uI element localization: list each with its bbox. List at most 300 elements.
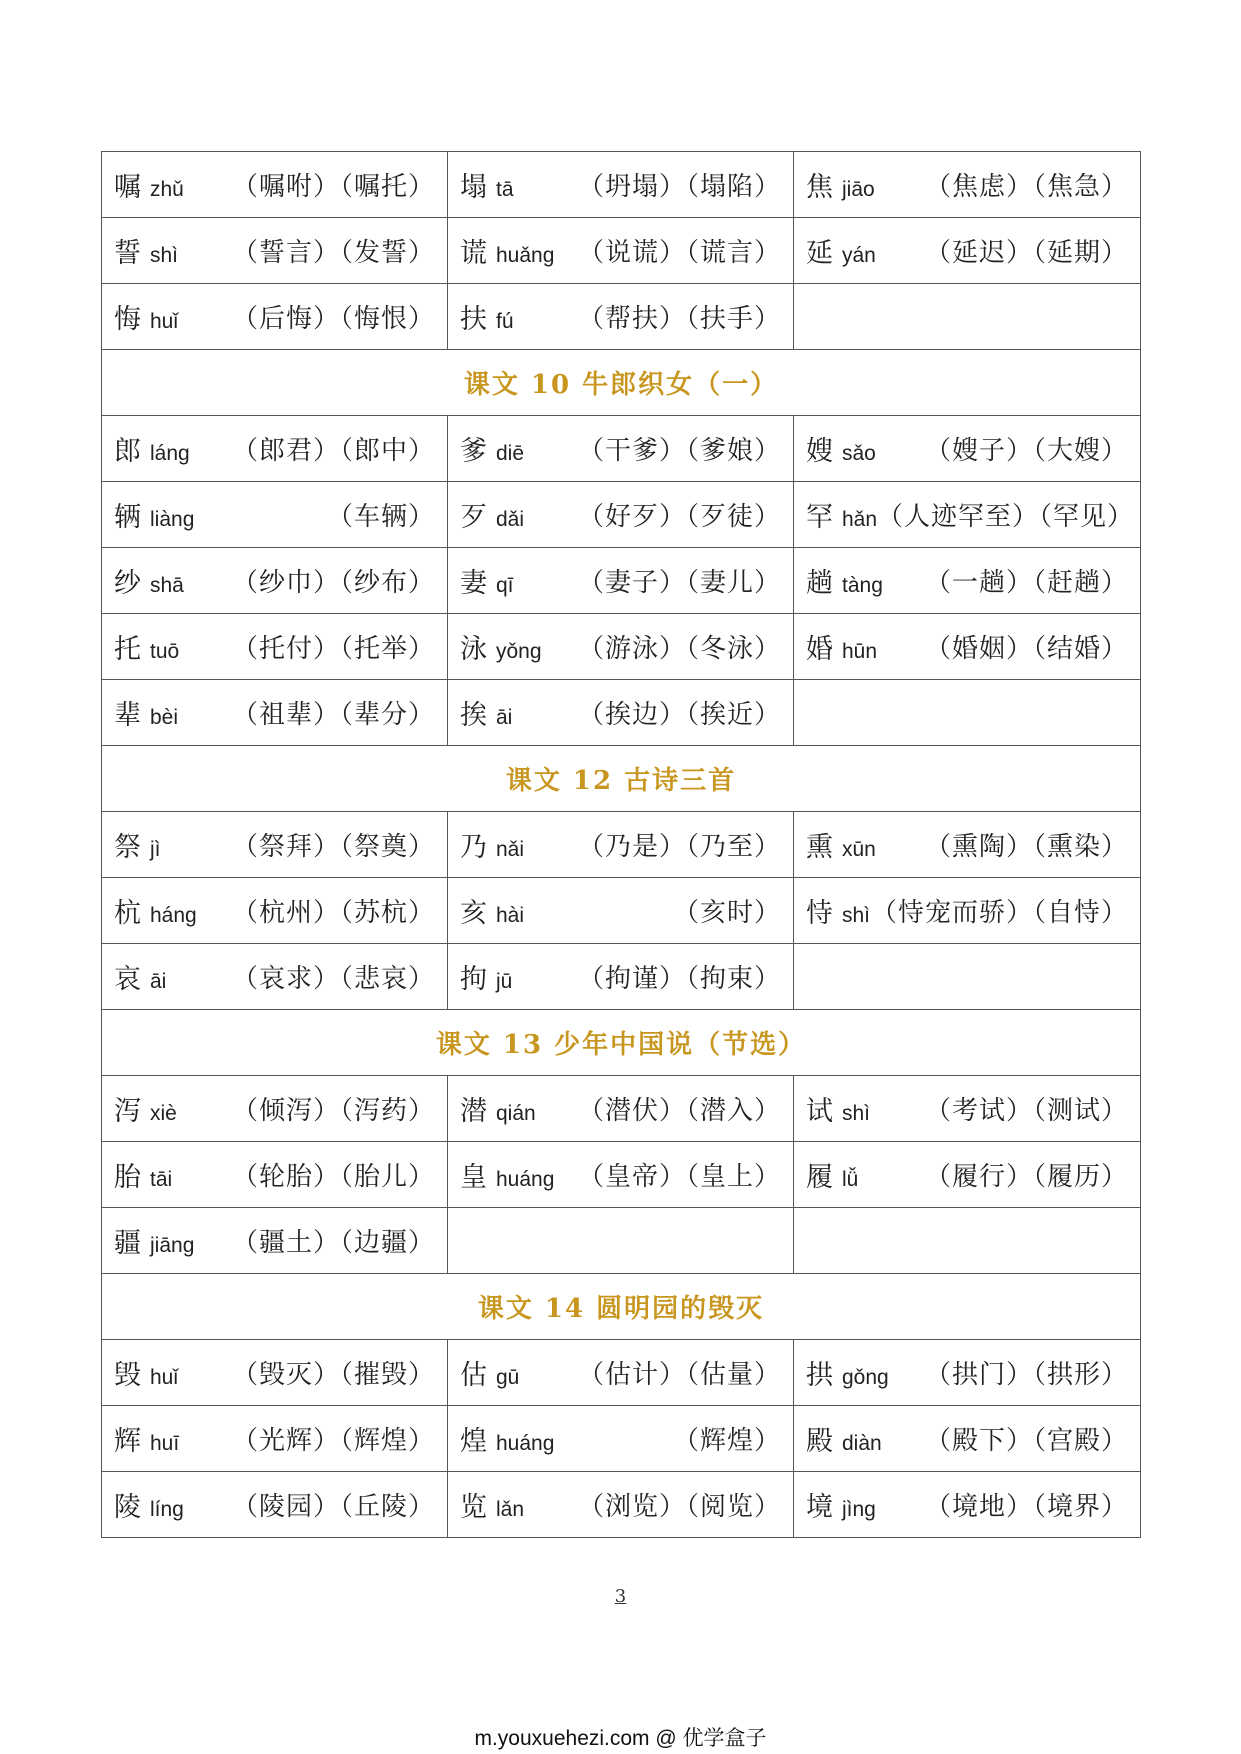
vocab-entry <box>114 495 435 534</box>
vocab-pinyin: yǒng <box>496 640 542 663</box>
vocab-pinyin: sǎo <box>842 442 876 465</box>
vocab-pinyin: qī <box>496 574 514 597</box>
vocab-character: 歹 <box>460 502 487 533</box>
vocab-words: （陵园）（丘陵） <box>231 1492 435 1522</box>
lesson-heading-row <box>102 1010 1141 1076</box>
vocab-pinyin: huǐ <box>150 1366 179 1389</box>
vocab-entry <box>806 429 1128 468</box>
vocab-character: 辈 <box>114 700 141 731</box>
vocab-words: （人迹罕至）（罕见） <box>877 502 1135 532</box>
vocab-entry <box>114 1089 435 1128</box>
char-group <box>114 1485 184 1524</box>
char-group <box>114 1155 172 1194</box>
char-group <box>460 1485 524 1524</box>
vocab-character: 乃 <box>460 832 487 863</box>
vocab-character: 誓 <box>114 238 141 269</box>
vocab-words: （一趟）（赶趟） <box>924 568 1128 598</box>
vocab-character: 胎 <box>114 1162 141 1193</box>
vocab-words: （哀求）（悲哀） <box>231 964 435 994</box>
vocab-entry <box>806 495 1135 534</box>
char-group <box>114 1221 194 1260</box>
vocab-entry <box>806 891 1128 930</box>
vocab-entry <box>460 165 781 204</box>
vocab-cell <box>102 1208 448 1274</box>
vocab-words: （殿下）（宫殿） <box>924 1426 1128 1456</box>
vocab-pinyin: hài <box>496 904 525 927</box>
vocab-words: （托付）（托举） <box>231 634 435 664</box>
char-group <box>114 825 161 864</box>
vocab-cell <box>794 218 1141 284</box>
vocab-entry <box>460 957 781 996</box>
vocab-row <box>102 1340 1141 1406</box>
vocab-words: （潜伏）（潜入） <box>577 1096 781 1126</box>
char-group <box>806 495 877 534</box>
empty-cell <box>794 1208 1141 1274</box>
char-group <box>460 891 524 930</box>
vocab-pinyin: hūn <box>842 640 878 663</box>
char-group <box>806 891 870 930</box>
vocab-pinyin: tāi <box>150 1168 173 1191</box>
char-group <box>460 165 514 204</box>
vocab-character: 婚 <box>806 634 833 665</box>
vocab-character: 拘 <box>460 964 487 995</box>
char-group <box>806 825 876 864</box>
vocab-character: 延 <box>806 238 833 269</box>
vocab-pinyin: huǐ <box>150 310 179 333</box>
char-group <box>806 1353 889 1392</box>
vocab-pinyin: huī <box>150 1432 180 1455</box>
vocab-entry <box>114 231 435 270</box>
vocab-cell <box>102 548 448 614</box>
vocab-pinyin: gū <box>496 1366 520 1389</box>
vocab-character: 祭 <box>114 832 141 863</box>
vocab-pinyin: háng <box>150 904 197 927</box>
vocab-character: 殿 <box>806 1426 833 1457</box>
vocab-words: （拱门）（拱形） <box>924 1360 1128 1390</box>
vocab-character: 嫂 <box>806 436 833 467</box>
vocab-entry <box>460 1089 781 1128</box>
footer-watermark: m.youxuehezi.com @ 优学盒子 <box>474 1727 767 1750</box>
lesson-heading-row <box>102 1274 1141 1340</box>
vocab-pinyin: shì <box>842 904 871 927</box>
vocab-cell <box>102 1076 448 1142</box>
vocab-entry <box>460 1155 781 1194</box>
vocab-entry <box>114 165 435 204</box>
vocab-words: （妻子）（妻儿） <box>577 568 781 598</box>
vocab-character: 潜 <box>460 1096 487 1127</box>
char-group <box>114 561 184 600</box>
vocab-cell <box>448 878 794 944</box>
vocab-entry <box>460 561 781 600</box>
vocab-row <box>102 482 1141 548</box>
vocab-cell <box>794 152 1141 218</box>
vocab-words: （帮扶）（扶手） <box>577 304 781 334</box>
vocab-cell <box>102 284 448 350</box>
vocab-entry <box>806 1155 1128 1194</box>
vocab-words: （恃宠而骄）（自恃） <box>870 898 1128 928</box>
vocab-cell <box>448 614 794 680</box>
vocab-entry <box>806 1485 1128 1524</box>
vocab-pinyin: āi <box>150 970 167 993</box>
vocab-character: 亥 <box>460 898 487 929</box>
char-group <box>806 1485 876 1524</box>
vocab-entry <box>114 825 435 864</box>
vocab-words: （光辉）（辉煌） <box>231 1426 435 1456</box>
lesson-heading: 课文 10 牛郎织女（一） <box>102 350 1141 416</box>
vocab-cell <box>448 482 794 548</box>
vocab-entry <box>806 627 1128 666</box>
vocab-character: 悔 <box>114 304 141 335</box>
vocab-cell <box>448 284 794 350</box>
char-group <box>114 1353 178 1392</box>
vocab-character: 陵 <box>114 1492 141 1523</box>
vocab-words: （拘谨）（拘束） <box>577 964 781 994</box>
vocab-pinyin: tàng <box>842 574 883 597</box>
vocab-words: （疆土）（边疆） <box>231 1228 435 1258</box>
vocab-pinyin: qián <box>496 1102 536 1125</box>
vocab-row <box>102 284 1141 350</box>
vocab-row <box>102 1406 1141 1472</box>
char-group <box>460 957 512 996</box>
empty-cell <box>794 284 1141 350</box>
vocab-character: 试 <box>806 1096 833 1127</box>
vocab-character: 皇 <box>460 1162 487 1193</box>
vocab-character: 履 <box>806 1162 833 1193</box>
vocab-cell <box>794 878 1141 944</box>
vocab-words: （游泳）（冬泳） <box>577 634 781 664</box>
vocab-pinyin: dǎi <box>496 508 525 531</box>
vocab-words: （倾泻）（泻药） <box>231 1096 435 1126</box>
vocab-words: （估计）（估量） <box>577 1360 781 1390</box>
char-group <box>460 627 542 666</box>
vocab-cell <box>102 680 448 746</box>
vocab-pinyin: líng <box>150 1498 184 1521</box>
vocab-pinyin: huáng <box>496 1432 555 1455</box>
vocab-character: 谎 <box>460 238 487 269</box>
vocab-character: 罕 <box>806 502 833 533</box>
vocab-pinyin: jì <box>150 838 161 861</box>
vocab-cell <box>448 1406 794 1472</box>
vocab-entry <box>114 627 435 666</box>
vocab-cell <box>102 614 448 680</box>
vocab-pinyin: liàng <box>150 508 195 531</box>
vocab-row <box>102 1142 1141 1208</box>
vocab-pinyin: shā <box>150 574 184 597</box>
vocab-character: 塌 <box>460 172 487 203</box>
char-group <box>806 1419 882 1458</box>
vocab-words: （杭州）（苏杭） <box>231 898 435 928</box>
vocab-row <box>102 680 1141 746</box>
vocab-character: 辆 <box>114 502 141 533</box>
vocab-words: （说谎）（谎言） <box>577 238 781 268</box>
vocab-entry <box>460 627 781 666</box>
vocab-words: （毁灭）（摧毁） <box>231 1360 435 1390</box>
char-group <box>460 1089 536 1128</box>
vocab-words: （轮胎）（胎儿） <box>231 1162 435 1192</box>
vocab-character: 嘱 <box>114 172 141 203</box>
vocab-pinyin: jìng <box>842 1498 876 1521</box>
vocab-character: 郎 <box>114 436 141 467</box>
vocab-cell <box>102 218 448 284</box>
vocab-pinyin: jiāo <box>842 178 875 201</box>
vocab-pinyin: āi <box>496 706 513 729</box>
vocab-row <box>102 614 1141 680</box>
vocab-cell <box>448 1076 794 1142</box>
vocab-entry <box>114 297 435 336</box>
empty-cell <box>794 680 1141 746</box>
vocab-entry <box>114 429 435 468</box>
char-group <box>806 1089 870 1128</box>
vocab-entry <box>114 1485 435 1524</box>
vocab-entry <box>806 1089 1128 1128</box>
char-group <box>806 627 877 666</box>
vocab-character: 妻 <box>460 568 487 599</box>
vocab-cell <box>448 1142 794 1208</box>
vocab-cell <box>448 1340 794 1406</box>
vocab-entry <box>114 1155 435 1194</box>
char-group <box>460 561 514 600</box>
vocab-pinyin: jū <box>496 970 513 993</box>
char-group <box>806 1155 858 1194</box>
vocab-character: 煌 <box>460 1426 487 1457</box>
vocab-character: 纱 <box>114 568 141 599</box>
char-group <box>460 297 514 336</box>
vocab-entry <box>806 561 1128 600</box>
vocab-entry <box>806 1419 1128 1458</box>
vocab-row <box>102 218 1141 284</box>
vocab-row <box>102 1208 1141 1274</box>
vocab-cell <box>794 482 1141 548</box>
vocab-row <box>102 1472 1141 1538</box>
vocab-character: 爹 <box>460 436 487 467</box>
vocab-words: （辉煌） <box>672 1426 781 1456</box>
vocab-cell <box>448 548 794 614</box>
vocab-character: 辉 <box>114 1426 141 1457</box>
vocab-entry <box>460 231 781 270</box>
vocab-entry <box>114 561 435 600</box>
vocab-entry <box>460 891 781 930</box>
vocab-character: 恃 <box>806 898 833 929</box>
vocab-row <box>102 1076 1141 1142</box>
char-group <box>460 495 524 534</box>
vocab-character: 杭 <box>114 898 141 929</box>
vocab-cell <box>102 482 448 548</box>
vocab-pinyin: diē <box>496 442 525 465</box>
vocab-words: （嘱咐）（嘱托） <box>231 172 435 202</box>
vocab-character: 哀 <box>114 964 141 995</box>
lesson-heading-row <box>102 746 1141 812</box>
vocab-words: （熏陶）（熏染） <box>924 832 1128 862</box>
vocab-row <box>102 944 1141 1010</box>
vocab-entry <box>114 1353 435 1392</box>
char-group <box>114 297 178 336</box>
vocab-words: （婚姻）（结婚） <box>924 634 1128 664</box>
vocab-cell <box>794 548 1141 614</box>
vocab-words: （乃是）（乃至） <box>577 832 781 862</box>
vocab-words: （纱巾）（纱布） <box>231 568 435 598</box>
vocab-words: （干爹）（爹娘） <box>577 436 781 466</box>
vocab-cell <box>102 1406 448 1472</box>
empty-cell <box>448 1208 794 1274</box>
vocab-cell <box>102 812 448 878</box>
vocab-entry <box>460 429 781 468</box>
vocab-pinyin: láng <box>150 442 190 465</box>
vocab-cell <box>102 1472 448 1538</box>
vocab-words: （祖辈）（辈分） <box>231 700 435 730</box>
vocab-character: 趟 <box>806 568 833 599</box>
vocab-cell <box>448 812 794 878</box>
vocab-words: （坍塌）（塌陷） <box>577 172 781 202</box>
vocab-cell <box>794 614 1141 680</box>
vocab-entry <box>460 1419 781 1458</box>
vocab-words: （嫂子）（大嫂） <box>924 436 1128 466</box>
vocab-words: （挨边）（挨近） <box>577 700 781 730</box>
vocab-words: （誓言）（发誓） <box>231 238 435 268</box>
vocab-entry <box>114 957 435 996</box>
vocab-row <box>102 152 1141 218</box>
char-group <box>806 231 876 270</box>
lesson-heading: 课文 14 圆明园的毁灭 <box>102 1274 1141 1340</box>
vocab-character: 熏 <box>806 832 833 863</box>
lesson-heading-row <box>102 350 1141 416</box>
vocab-entry <box>460 693 781 732</box>
vocab-entry <box>806 165 1128 204</box>
char-group <box>460 825 524 864</box>
vocab-cell <box>448 680 794 746</box>
vocab-words: （后悔）（悔恨） <box>231 304 435 334</box>
vocab-entry <box>114 1419 435 1458</box>
char-group <box>460 1419 554 1458</box>
vocabulary-table <box>101 151 1141 1538</box>
vocab-cell <box>794 1076 1141 1142</box>
vocab-character: 泳 <box>460 634 487 665</box>
vocab-words: （好歹）（歹徒） <box>577 502 781 532</box>
vocab-entry <box>460 1353 781 1392</box>
vocab-words: （车辆） <box>326 502 435 532</box>
vocab-entry <box>806 231 1128 270</box>
vocab-words: （亥时） <box>672 898 781 928</box>
vocab-words: （皇帝）（皇上） <box>577 1162 781 1192</box>
char-group <box>460 1155 554 1194</box>
page-number: 3 <box>614 1586 627 1607</box>
char-group <box>114 627 179 666</box>
vocab-character: 托 <box>114 634 141 665</box>
vocab-cell <box>794 1340 1141 1406</box>
vocab-cell <box>794 812 1141 878</box>
char-group <box>114 495 194 534</box>
vocab-entry <box>460 297 781 336</box>
table-body <box>102 152 1141 1538</box>
vocab-cell <box>102 1340 448 1406</box>
vocab-cell <box>448 218 794 284</box>
vocab-character: 挨 <box>460 700 487 731</box>
vocab-words: （境地）（境界） <box>924 1492 1128 1522</box>
vocab-cell <box>448 944 794 1010</box>
vocab-pinyin: xūn <box>842 838 876 861</box>
vocab-pinyin: xiè <box>150 1102 177 1125</box>
char-group <box>460 693 512 732</box>
vocab-cell <box>102 416 448 482</box>
vocab-row <box>102 812 1141 878</box>
vocab-entry <box>460 495 781 534</box>
vocab-pinyin: huǎng <box>496 244 555 267</box>
empty-cell <box>794 944 1141 1010</box>
char-group <box>114 1089 177 1128</box>
vocab-character: 览 <box>460 1492 487 1523</box>
vocab-pinyin: yán <box>842 244 876 267</box>
vocab-pinyin: fú <box>496 310 514 333</box>
vocab-entry <box>460 825 781 864</box>
vocab-words: （履行）（履历） <box>924 1162 1128 1192</box>
vocab-words: （祭拜）（祭奠） <box>231 832 435 862</box>
vocab-entry <box>806 1353 1128 1392</box>
vocab-entry <box>806 825 1128 864</box>
vocab-character: 拱 <box>806 1360 833 1391</box>
vocab-cell <box>448 416 794 482</box>
vocab-row <box>102 878 1141 944</box>
vocab-pinyin: tā <box>496 178 514 201</box>
lesson-heading: 课文 13 少年中国说（节选） <box>102 1010 1141 1076</box>
vocab-words: （浏览）（阅览） <box>577 1492 781 1522</box>
vocab-words: （考试）（测试） <box>924 1096 1128 1126</box>
vocab-cell <box>102 1142 448 1208</box>
char-group <box>114 957 166 996</box>
vocab-pinyin: huáng <box>496 1168 555 1191</box>
vocab-words: （延迟）（延期） <box>924 238 1128 268</box>
vocab-pinyin: lǚ <box>842 1168 859 1191</box>
vocab-cell <box>102 152 448 218</box>
vocab-pinyin: shì <box>842 1102 871 1125</box>
vocab-pinyin: hǎn <box>842 508 878 531</box>
char-group <box>806 165 875 204</box>
vocab-pinyin: gǒng <box>842 1366 889 1389</box>
lesson-heading: 课文 12 古诗三首 <box>102 746 1141 812</box>
vocab-pinyin: tuō <box>150 640 180 663</box>
char-group <box>114 693 178 732</box>
vocab-character: 扶 <box>460 304 487 335</box>
char-group <box>460 1353 519 1392</box>
char-group <box>114 891 197 930</box>
vocab-cell <box>448 1472 794 1538</box>
vocab-character: 估 <box>460 1360 487 1391</box>
vocab-cell <box>102 878 448 944</box>
vocab-cell <box>794 416 1141 482</box>
vocab-words: （郎君）（郎中） <box>231 436 435 466</box>
vocab-pinyin: lǎn <box>496 1498 525 1521</box>
vocab-entry <box>114 1221 435 1260</box>
char-group <box>114 1419 179 1458</box>
char-group <box>114 429 190 468</box>
vocab-character: 泻 <box>114 1096 141 1127</box>
vocab-character: 境 <box>806 1492 833 1523</box>
vocab-words: （焦虑）（焦急） <box>924 172 1128 202</box>
vocab-pinyin: zhǔ <box>150 178 184 201</box>
char-group <box>114 165 184 204</box>
char-group <box>460 429 524 468</box>
vocab-cell <box>794 1406 1141 1472</box>
vocab-cell <box>794 1472 1141 1538</box>
vocab-entry <box>114 891 435 930</box>
vocab-row <box>102 416 1141 482</box>
char-group <box>114 231 178 270</box>
vocab-cell <box>794 1142 1141 1208</box>
vocab-pinyin: diàn <box>842 1432 882 1455</box>
vocab-character: 疆 <box>114 1228 141 1259</box>
char-group <box>460 231 554 270</box>
vocab-entry <box>114 693 435 732</box>
char-group <box>806 561 883 600</box>
vocab-entry <box>460 1485 781 1524</box>
